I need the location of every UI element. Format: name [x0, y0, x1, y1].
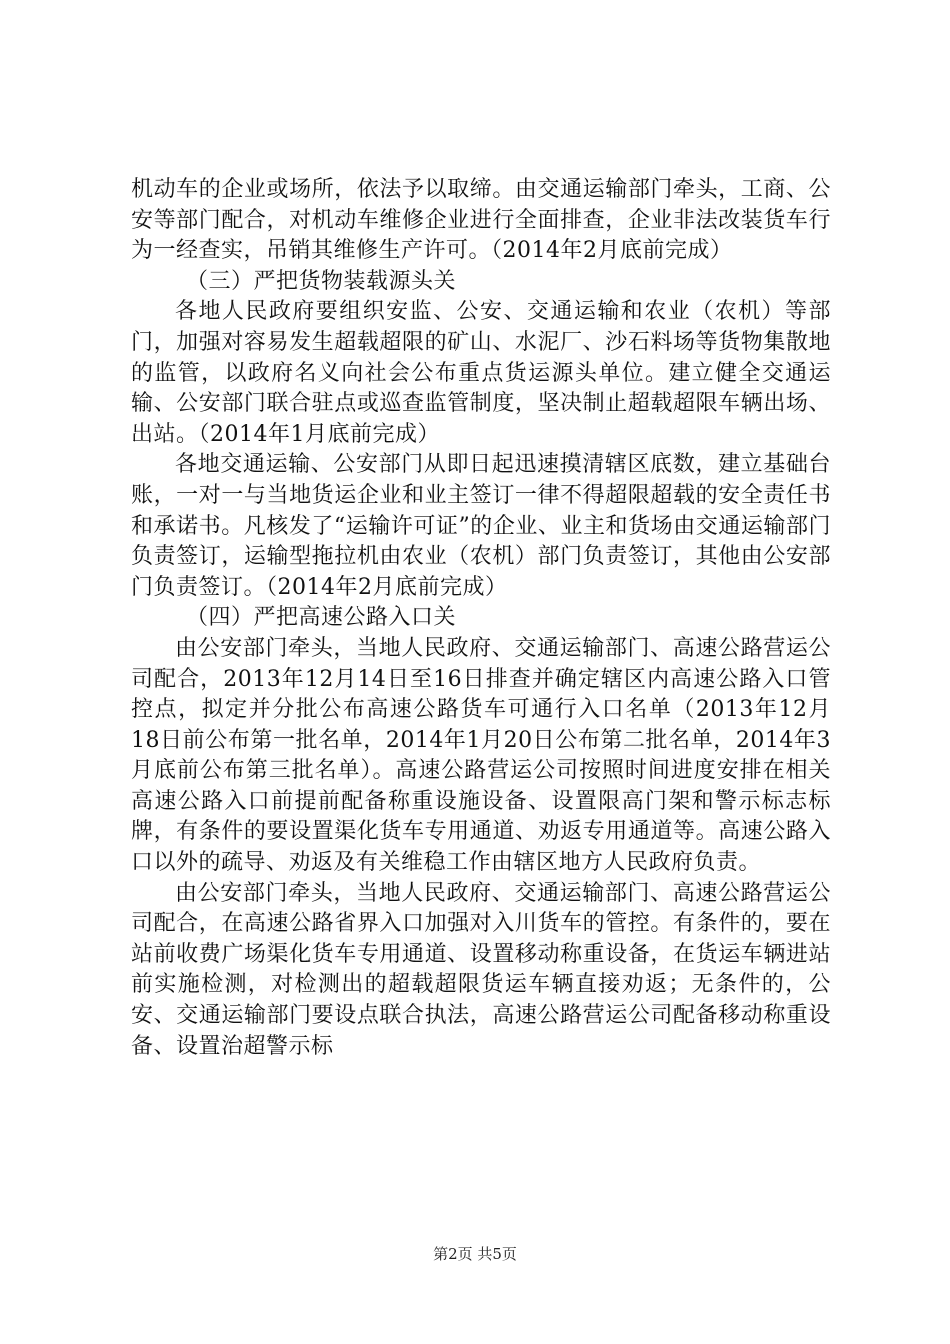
paragraph-continuation: 机动车的企业或场所，依法予以取缔。由交通运输部门牵头，工商、公安等部门配合，对机动车维修企业进行全面排查，企业非法改装货车行为一经查实，吊销其维修生产许可。（2014年2月底前完成） [131, 177, 831, 264]
section-heading-4: （四）严把高速公路入口关 [186, 605, 457, 631]
paragraph-responsibility-letters: 各地交通运输、公安部门从即日起迅速摸清辖区底数，建立基础台账，一对一与当地货运企业和业主签订一律不得超限超载的安全责任书和承诺书。凡核发了“运输许可证”的企业、业主和货场由交通运输部门负责签订，运输型拖拉机由农业（农机）部门负责签订，其他由公安部门负责签订。（2014年2月底前完成） [131, 452, 831, 600]
paragraph-provincial-border: 由公安部门牵头，当地人民政府、交通运输部门、高速公路营运公司配合，在高速公路省界入口加强对入川货车的管控。有条件的，要在站前收费广场渠化货车专用通道、设置移动称重设备，在货运车辆进站前实施检测，对检测出的超载超限货运车辆直接劝返；无条件的，公安、交通运输部门要设点联合执法，高速公路营运公司配备移动称重设备、设置治超警示标 [131, 880, 831, 1059]
page-footer: 第2页 共5页 [433, 1245, 517, 1263]
paragraph-cargo-source: 各地人民政府要组织安监、公安、交通运输和农业（农机）等部门，加强对容易发生超载超限的矿山、水泥厂、沙石料场等货物集散地的监管，以政府名义向社会公布重点货运源头单位。建立健全交通运输、公安部门联合驻点或巡查监管制度，坚决制止超载超限车辆出场、出站。（2014年1月底前完成） [131, 299, 831, 447]
document-body [131, 175, 831, 1062]
section-heading-3: （三）严把货物装载源头关 [186, 268, 457, 294]
paragraph-expressway-entrance: 由公安部门牵头，当地人民政府、交通运输部门、高速公路营运公司配合，2013年12月14日至16日排查并确定辖区内高速公路入口管控点，拟定并分批公布高速公路货车可通行入口名单（2013年12月18日前公布第一批名单，2014年1月20日公布第二批名单，2014年3月底前公布第三批名单）。高速公路营运公司按照时间进度安排在相关高速公路入口前提前配备称重设施设备、设置限高门架和警示标志标牌，有条件的要设置渠化货车专用通道、劝返专用通道等。高速公路入口以外的疏导、劝返及有关维稳工作由辖区地方人民政府负责。 [131, 635, 832, 876]
